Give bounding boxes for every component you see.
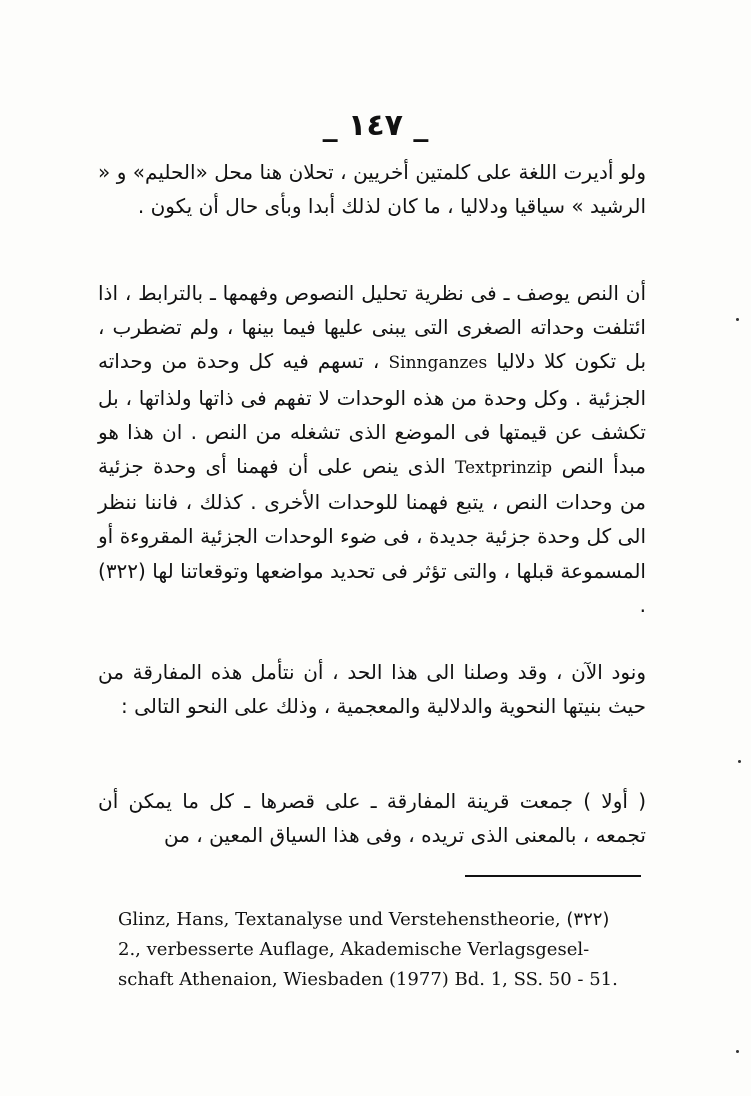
- footnote-line-2: 2., verbesserte Auflage, Akademische Verlagsgesel-: [118, 939, 590, 960]
- paragraph-3-text: ونود الآن ، وقد وصلنا الى هذا الحد ، أن نتأمل هذه المفارقة من حيث بنيتها النحوية والدلالية والمعجمية ، وذلك على النحو التالى :: [98, 660, 646, 719]
- scan-speck: [736, 1050, 739, 1053]
- paragraph-2-part-3: الذى ينص على أن فهمنا أى وحدة جزئية من وحدات النص ، يتبع فهمنا للوحدات الأخرى . كذلك ، فاننا ننظر الى كل وحدة جزئية جديدة ، فى ضوء الوحدات الجزئية المقروءة أو المسموعة قبلها ، والتى تؤثر فى تحديد مواضعها وتوقعاتنا لها (٣٢٢) .: [98, 454, 646, 617]
- footnote-divider: [465, 875, 641, 877]
- paragraph-4: [98, 784, 646, 852]
- term-sinnganzes: Sinnganzes: [388, 353, 488, 374]
- paragraph-4-text: ( أولا ) جمعت قرينة المفارقة ـ على قصرها ـ كل ما يمكن أن تجمعه ، بالمعنى الذى تريده ، وفى هذا السياق المعين ، من: [98, 789, 646, 848]
- paragraph-1: [98, 155, 646, 223]
- paragraph-1-text: ولو أديرت اللغة على كلمتين أخريين ، تحلان هنا محل «الحليم» و « الرشيد » سياقيا ودلاليا ، ما كان لذلك أبدا وبأى حال أن يكون .: [98, 160, 646, 219]
- term-textprinzip: Textprinzip: [455, 458, 553, 479]
- footnote: [118, 905, 643, 995]
- footnote-line-1: [118, 905, 643, 935]
- page-number: _ ١٤٧ _: [322, 108, 429, 143]
- paragraph-3: [98, 655, 646, 723]
- footnote-reference-number: (٣٢٢): [566, 909, 610, 930]
- paragraph-2: [98, 276, 646, 622]
- paragraph-2-part-1: أن النص يوصف ـ فى نظرية تحليل النصوص وفهمها ـ بالترابط ، اذا ائتلفت وحداته الصغرى التى يبنى عليها فيما بينها ، ولم تضطرب ، بل تكون كلا دلاليا: [98, 281, 647, 374]
- footnote-line-1-text: Glinz, Hans, Textanalyse und Verstehenstheorie,: [118, 909, 561, 930]
- paragraph-2-part-2: ، تسهم فيه كل وحدة من وحداته الجزئية . وكل وحدة من هذه الوحدات لا تفهم فى ذاتها ولذاتها ، بل تكشف عن قيمتها فى الموضع الذى تشغله من النص . ان هذا هو مبدأ النص: [98, 349, 646, 479]
- scan-speck: [736, 318, 739, 321]
- footnote-line-3: schaft Athenaion, Wiesbaden (1977) Bd. 1, SS. 50 - 51.: [118, 969, 618, 990]
- scan-speck: [738, 760, 741, 763]
- paragraph-2-text: [98, 276, 646, 622]
